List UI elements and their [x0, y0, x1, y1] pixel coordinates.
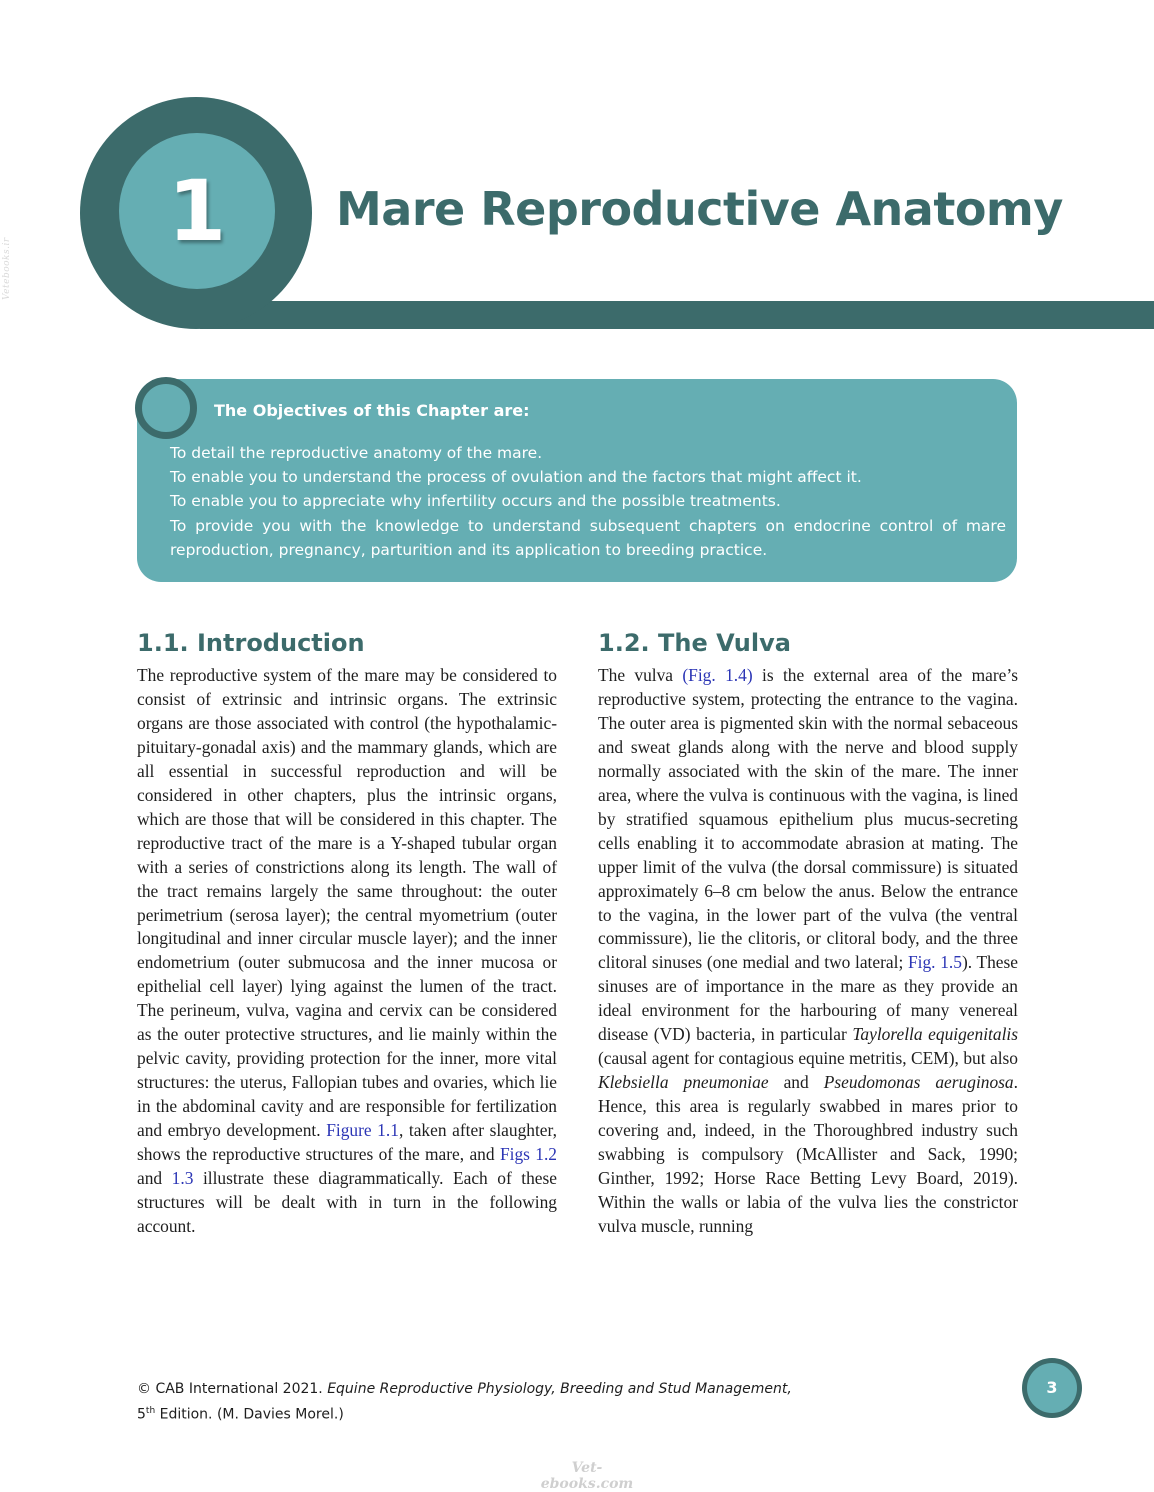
edition-suffix: th: [145, 1406, 156, 1416]
section-heading-introduction: 1.1. Introduction: [137, 629, 365, 657]
footer-citation: [137, 1378, 897, 1426]
objective-item: To detail the reproductive anatomy of the mare.: [170, 444, 543, 462]
side-watermark: Vetebooks.ir: [2, 237, 12, 300]
footer-line-2: [137, 1400, 897, 1426]
text-run: The reproductive system of the mare may be considered to consist of extrinsic and intrinsic organs. The extrinsic organs are those associated with control (the hypothalamic-pituitary-gonadal axis) and the mammary glands, which are all essential in successful reproduction and will be considered in other chapters, plus the intrinsic organs, which are those that will be considered in this chapter. The reproductive tract of the mare is a Y-shaped tubular organ with a series of constrictions along its length. The wall of the tract remains largely the same throughout: the outer perimetrium (serosa layer); the central myometrium (outer longitudinal and inner circular muscle layer); and the inner endometrium (outer submucosa and the inner mucosa or epithelial cell layer) lying against the lumen of the tract. The perineum, vulva, vagina and cervix can be considered as the outer protective structures, and lie mainly within the pelvic cavity, providing protection for the inner, more vital structures: the uterus, Fallopian tubes and ovaries, which lie in the abdominal cavity and are responsible for fertilization and embryo development.: [137, 665, 557, 1141]
figure-link-1-5[interactable]: Fig. 1.5: [907, 952, 962, 973]
text-run: The vulva: [598, 665, 674, 685]
objectives-ring-icon: [135, 377, 197, 439]
species-name: Pseudomonas aeruginosa: [823, 1072, 1014, 1093]
text-run: , taken after slaughter, shows the reproductive structures of the mare, and: [137, 1120, 557, 1165]
vulva-paragraph: [598, 664, 1018, 1239]
chapter-header-bar: [200, 301, 1154, 329]
figure-link-1-2[interactable]: Figs 1.2: [499, 1144, 557, 1165]
section-heading-vulva: 1.2. The Vulva: [598, 629, 791, 657]
text-run: . Hence, this area is regularly swabbed in mares prior to covering and, indeed, in the Thoroughbred industry such swabbing is compulsory (McAllister and Sack, 1990; Ginther, 1992; Horse Race Betting Levy Board, 2019). Within the walls or labia of the vulva lies the constrictor vulva muscle, running: [598, 1072, 1018, 1236]
chapter-title: Mare Reproductive Anatomy: [336, 182, 1063, 236]
chapter-number: 1: [167, 162, 227, 260]
figure-link-1-1[interactable]: Figure 1.1: [326, 1120, 399, 1141]
text-run: and: [137, 1168, 163, 1189]
objective-item: To enable you to appreciate why infertility occurs and the possible treatments.: [170, 492, 781, 511]
bottom-watermark: Vet-ebooks.com: [540, 1460, 634, 1492]
copyright-text: © CAB International 2021.: [137, 1381, 323, 1397]
introduction-paragraph: [137, 664, 557, 1239]
figure-link-1-3[interactable]: 1.3: [171, 1168, 194, 1189]
edition-text: Edition. (M. Davies Morel.): [159, 1406, 344, 1423]
objective-item: To provide you with the knowledge to understand subsequent chapters on endocrine control of mare reproduction, pregnancy, parturition and its application to breeding practice.: [170, 516, 1006, 559]
text-run: (causal agent for contagious equine metritis, CEM), but also: [598, 1048, 1018, 1069]
objectives-list: [170, 441, 1006, 562]
book-title: Equine Reproductive Physiology, Breeding and Stud Management,: [327, 1381, 792, 1397]
species-name: Taylorella equigenitalis: [852, 1024, 1018, 1045]
edition-number: 5: [137, 1406, 146, 1423]
species-name: Klebsiella pneumoniae: [598, 1072, 769, 1093]
text-run: illustrate these diagrammatically. Each of these structures will be dealt with in turn in the following account.: [137, 1168, 557, 1236]
text-run: is the external area of the mare’s reproductive system, protecting the entrance to the vagina. The outer area is pigmented skin with the normal sebaceous and sweat glands along with the nerve and blood supply normally associated with the skin of the mare. The inner area, where the vulva is continuous with the vagina, is lined by stratified squamous epithelium plus mucus-secreting cells enabling it to accommodate abrasion at mating. The upper limit of the vulva (the dorsal commissure) is situated approximately 6–8 cm below the anus. Below the entrance to the vagina, in the lower part of the vulva (the ventral commissure), lie the clitoris, or clitoral body, and the three clitoral sinuses (one medial and two lateral;: [598, 665, 1018, 973]
text-run: ). These sinuses are of importance in the mare as they provide an ideal environment for the harbouring of many venereal disease (VD) bacteria, in particular: [598, 952, 1018, 1045]
page-number: 3: [1027, 1363, 1077, 1413]
figure-link-1-4[interactable]: (Fig. 1.4): [682, 665, 753, 685]
objectives-title: The Objectives of this Chapter are:: [214, 401, 530, 420]
text-run: and: [783, 1072, 809, 1093]
objective-item: To enable you to understand the process of ovulation and the factors that might affect it.: [170, 468, 862, 487]
footer-line-1: [137, 1378, 897, 1400]
